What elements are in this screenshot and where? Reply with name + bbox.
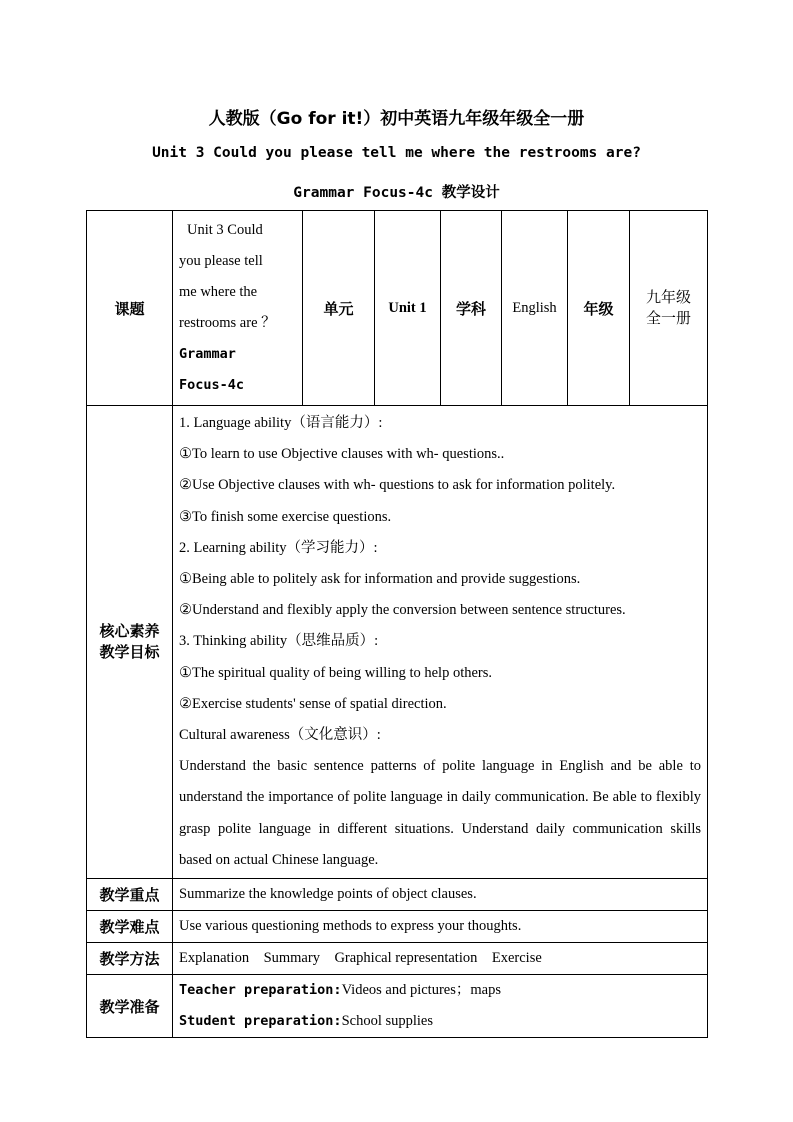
grade-label: 年级 <box>568 211 630 406</box>
key-points-label: 教学重点 <box>87 879 173 911</box>
unit-value: Unit 1 <box>375 211 441 406</box>
difficulties-label: 教学难点 <box>87 911 173 943</box>
document-subtitle: Grammar Focus-4c 教学设计 <box>293 185 500 201</box>
subject-label: 学科 <box>441 211 502 406</box>
grade-value <box>630 211 708 406</box>
methods-label: 教学方法 <box>87 943 173 975</box>
goal-line: ③To finish some exercise questions. <box>179 508 392 525</box>
document-title: 人教版（Go for it!）初中英语九年级年级全一册 <box>208 109 585 129</box>
key-points-value: Summarize the knowledge points of object clauses. <box>173 879 708 911</box>
goals-label <box>87 406 173 879</box>
grade-value-line: 九年级 <box>645 288 691 306</box>
difficulties-row <box>87 911 708 943</box>
goals-row <box>87 406 708 879</box>
teacher-preparation <box>179 975 701 1006</box>
topic-sub-line: Grammar <box>179 346 236 362</box>
subject-value: English <box>502 211 568 406</box>
unit-title: Unit 3 Could you please tell me where the restrooms are? <box>152 145 641 161</box>
goals-content <box>173 406 708 879</box>
difficulties-value: Use various questioning methods to express your thoughts. <box>173 911 708 943</box>
goal-line: ①The spiritual quality of being willing to help others. <box>179 664 493 681</box>
cultural-awareness-paragraph: Understand the basic sentence patterns of polite language in English and be able to understand the importance of polite language in daily communication. Be able to flexibly grasp polite language in different situations. Understand daily communication skills based on actual Chinese language. <box>179 758 701 868</box>
preparation-row <box>87 975 708 1038</box>
preparation-label: 教学准备 <box>87 975 173 1038</box>
topic-label: 课题 <box>87 211 173 406</box>
topic-line: restrooms are ？ <box>179 315 276 331</box>
topic-value <box>173 211 303 406</box>
goals-label-line: 核心素养 <box>99 622 160 641</box>
grade-value-line: 全一册 <box>645 309 691 327</box>
goal-line: 1. Language ability（语言能力）: <box>179 415 383 431</box>
goals-label-line: 教学目标 <box>99 643 160 662</box>
student-preparation <box>179 1006 701 1037</box>
teacher-preparation-value: Videos and pictures；maps <box>341 982 501 999</box>
topic-sub-line: Focus-4c <box>179 377 245 393</box>
goal-line: ①To learn to use Objective clauses with wh- questions.. <box>179 446 505 463</box>
goal-line: ②Exercise students' sense of spatial direction. <box>179 695 447 712</box>
lesson-plan-table <box>86 210 708 1038</box>
topic-line: me where the <box>179 284 258 300</box>
goal-line: ②Use Objective clauses with wh- questions to ask for information politely. <box>179 477 616 494</box>
methods-value: Explanation Summary Graphical representation Exercise <box>173 943 708 975</box>
goal-line: 2. Learning ability（学习能力）: <box>179 539 378 556</box>
teacher-preparation-label: Teacher preparation: <box>179 982 342 999</box>
student-preparation-label: Student preparation: <box>179 1013 342 1030</box>
topic-line: you please tell <box>179 253 263 269</box>
student-preparation-value: School supplies <box>341 1013 433 1030</box>
goal-line: ②Understand and flexibly apply the conversion between sentence structures. <box>179 602 626 619</box>
goal-line: 3. Thinking ability（思维品质）: <box>179 633 379 650</box>
key-points-row <box>87 879 708 911</box>
topic-row <box>87 211 708 406</box>
goal-line: Cultural awareness（文化意识）: <box>179 727 381 744</box>
goal-line: ①Being able to politely ask for information and provide suggestions. <box>179 571 581 588</box>
unit-label: 单元 <box>303 211 375 406</box>
methods-row <box>87 943 708 975</box>
topic-line: Unit 3 Could <box>187 222 263 238</box>
preparation-value <box>173 975 708 1038</box>
